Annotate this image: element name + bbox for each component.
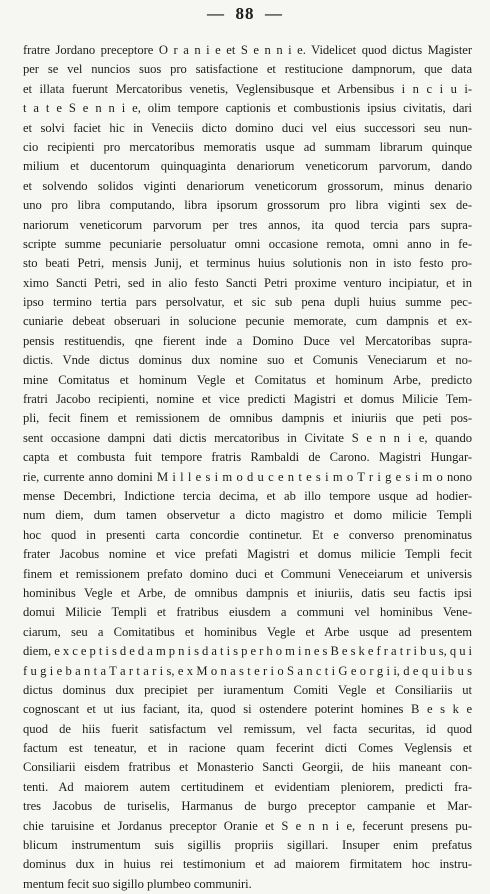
text-line: rie, currente anno domini M i l l e s i m o d u c e n t e s i m o T r i g e s i m o nono — [23, 469, 472, 484]
text-line: frater Jacobus nomine et vice prefati Magistri et domus milicie Templi fecit — [23, 547, 472, 562]
body-text — [23, 41, 472, 894]
text-line: et solvi faciet hic in Veneciis dicto domino duci vel eius successori seu nun- — [23, 120, 472, 135]
text-line: et illata fuerunt Mercatoribus venetis, Veglensibusque et Arbensibus i n c i u i- — [23, 81, 472, 96]
text-line: finem et remissionem prefato domino duci et Communi Veneceiarum et universis — [23, 566, 472, 581]
text-line: Consiliarii eisdem fratribus et Monasterio Sancti Georgii, de hiis maneant con- — [23, 760, 472, 775]
text-line: uno pro libra computando, libra ipsorum grossorum pro libra viginti sex de- — [23, 198, 472, 213]
text-line: tres Jacobus de turiselis, Harmanus de burgo preceptor campanie et Mar- — [23, 799, 472, 814]
text-line: sent occasione dampni dati dictis mercatoribus in Civitate S e n n i e, quando — [23, 430, 472, 445]
text-line: factum est teneatur, et in racione quam fecerint dicti Comes Veglensis et — [23, 741, 472, 756]
text-line: t a t e S e n n i e, olim tempore captionis et combustionis ipsius civitatis, dari — [23, 101, 472, 116]
text-line: pensis restituendis, qne fierent inde a Domino Duce vel Mercatoribas supra- — [23, 333, 472, 348]
text-line: fratri Jacobo recipienti, nomine et vice predicti Magistri et domus Milicie Tem- — [23, 392, 472, 407]
text-line: dictus dominus dux precipiet per iuramentum Comiti Vegle et Consiliariis ut — [23, 682, 472, 697]
text-line: blicum instrumentum suis sigillis propriis sigillari. Insuper enim prefatus — [23, 838, 472, 853]
text-line: per se vel nuncios suos pro satisfactione et restitucione dampnorum, que data — [23, 62, 472, 77]
text-line: fratre Jordano preceptore O r a n i e et S e n n i e. Videlicet quod dictus Magister — [23, 43, 472, 57]
text-line: cognoscant et ut ius faciant, ita, quod si ostendere poterint homines B e s k e — [23, 702, 472, 717]
text-line: num diem, dum tamen observetur a dicto magistro et domo milicie Templi — [23, 508, 472, 523]
text-line: milium et ducentorum quinquaginta denariorum veneticorum parvorum, dando — [23, 159, 472, 174]
text-line: cio recipienti pro mercatoribus memoratis usque ad summam librarum quinque — [23, 139, 472, 154]
text-line: capta et combusta fuit tempore fratris Rambaldi de Carono. Magistri Hungar- — [23, 450, 472, 465]
text-line: chie taruisine et Jordanus preceptor Oranie et S e n n i e, fecerunt presens pu- — [23, 818, 472, 833]
text-line: dominus dux in huius rei testimonium et ad maiorem firmitatem hoc instru- — [23, 857, 472, 872]
text-line: nariorum veneticorum parvorum per tres annos, ita quod tercia pars supra- — [23, 217, 472, 232]
text-line: cuniarie debeat obseruari in solucione pecunie memorate, cum dampnis et ex- — [23, 314, 472, 329]
text-line: hoc quod in presenti carta concordie continetur. Et e converso prenominatus — [23, 527, 472, 542]
text-line: scripte summe pecuniarie persoluatur omni occasione remota, omni anno in fe- — [23, 236, 472, 251]
text-line: quod de hiis fuerit satisfactum vel remissum, vel facta securitas, id quod — [23, 721, 472, 736]
text-line: tenti. Ad maiorem autem certitudinem et evidentiam pleniorem, predicti fra- — [23, 779, 472, 794]
text-line: ipso termino tertia pars persolvatur, et sic sub pena dupli huius summe pec- — [23, 295, 472, 310]
text-line: sto beati Petri, mensis Junij, et terminus huius solutionis non in isto festo pro- — [23, 256, 472, 271]
text-line: et solvendo solidos viginti denariorum veneticorum grossorum, minus denario — [23, 178, 472, 193]
text-line: mine Comitatus et hominum Vegle et Comitatus et hominum Arbe, predicto — [23, 372, 472, 387]
text-line: f u g i e b a n t a T a r t a r i s, e x M o n a s t e r i o S a n c t i G e o r g i i, d e q u i b u s — [23, 663, 472, 678]
text-line: pli, fecit finem et remissionem de omnibus dampnis et iniuriis que peti pos- — [23, 411, 472, 426]
text-line: ciarum, seu a Comitatibus et hominibus Vegle et Arbe usque ad presentem — [23, 624, 472, 639]
text-line: mense Decembri, Indictione tercia decima, et ab illo tempore usque ad hodier- — [23, 488, 472, 503]
text-line: dictis. Vnde dictus dominus dux nomine suo et Comunis Veneciarum et no- — [23, 353, 472, 368]
page-number: — 88 — — [207, 4, 283, 23]
text-line: hominibus Vegle et Arbe, de omnibus dampnis et iniuriis, datis seu factis ipsi — [23, 585, 472, 600]
text-line: ximo Sancti Petri, sed in alio festo Sancti Petri proxime venturo incipiatur, et in — [23, 275, 472, 290]
text-line: diem, e x c e p t i s d e d a m p n i s d a t i s p e r h o m i n e s B e s k e f r a t r i b u s, q u i — [23, 644, 472, 659]
text-line: domui Milicie Templi et fratribus eiusdem a communi vel hominibus Vene- — [23, 605, 472, 620]
text-line: mentum fecit suo sigillo plumbeo communiri. — [23, 876, 252, 891]
